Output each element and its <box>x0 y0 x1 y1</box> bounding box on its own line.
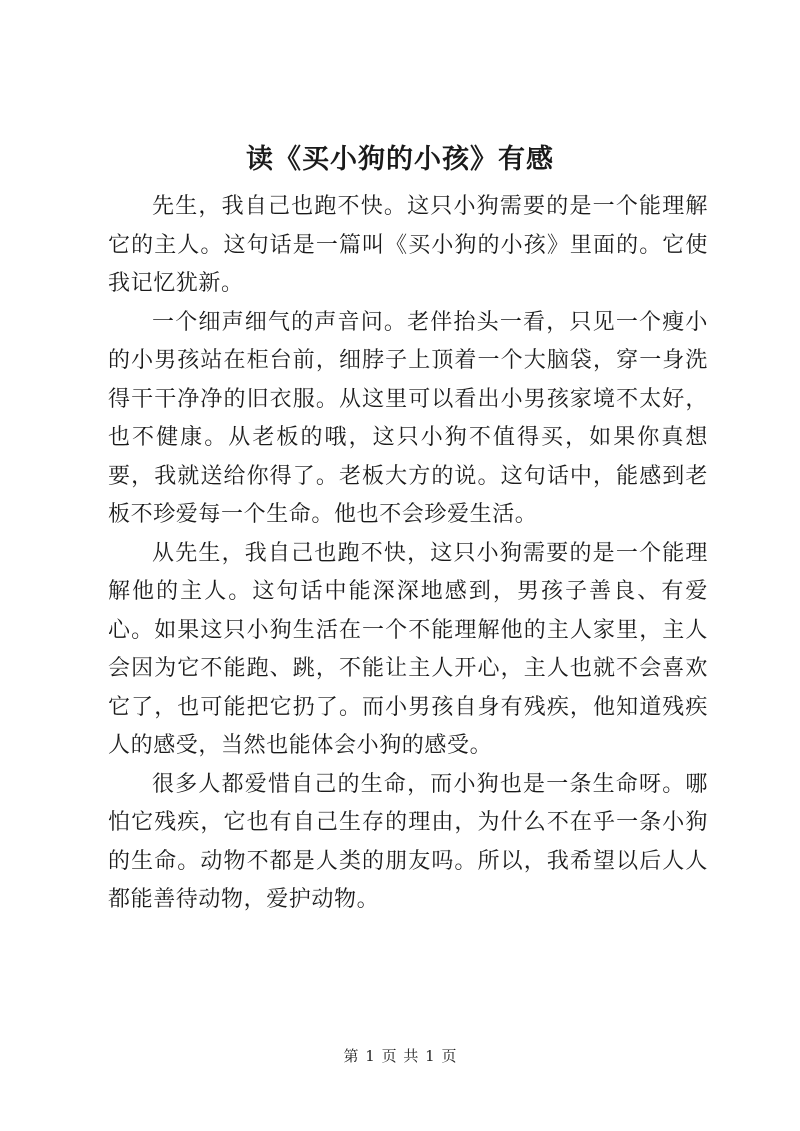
paragraph-1: 先生，我自己也跑不快。这只小狗需要的是一个能理解它的主人。这句话是一篇叫《买小狗的小孩》里面的。它使我记忆犹新。 <box>108 194 708 296</box>
paragraph-4: 很多人都爱惜自己的生命，而小狗也是一条生命呀。哪怕它残疾，它也有自己生存的理由，为什么不在乎一条小狗的生命。动物不都是人类的朋友吗。所以，我希望以后人人都能善待动物，爱护动物。 <box>108 771 708 912</box>
document-body <box>108 188 708 920</box>
document-title: 读《买小狗的小孩》有感 <box>246 144 554 175</box>
paragraph-3: 从先生，我自己也跑不快，这只小狗需要的是一个能理解他的主人。这句话中能深深地感到，男孩子善良、有爱心。如果这只小狗生活在一个不能理解他的主人家里，主人会因为它不能跑、跳，不能让主人开心，主人也就不会喜欢它了，也可能把它扔了。而小男孩自身有残疾，他知道残疾人的感受，当然也能体会小狗的感受。 <box>108 540 708 758</box>
paragraph-2: 一个细声细气的声音问。老伴抬头一看，只见一个瘦小的小男孩站在柜台前，细脖子上顶着一个大脑袋，穿一身洗得干干净净的旧衣服。从这里可以看出小男孩家境不太好，也不健康。从老板的哦，这只小狗不值得买，如果你真想要，我就送给你得了。老板大方的说。这句话中，能感到老板不珍爱每一个生命。他也不会珍爱生活。 <box>108 309 708 527</box>
page-footer: 第 1 页 共 1 页 <box>343 1047 457 1065</box>
